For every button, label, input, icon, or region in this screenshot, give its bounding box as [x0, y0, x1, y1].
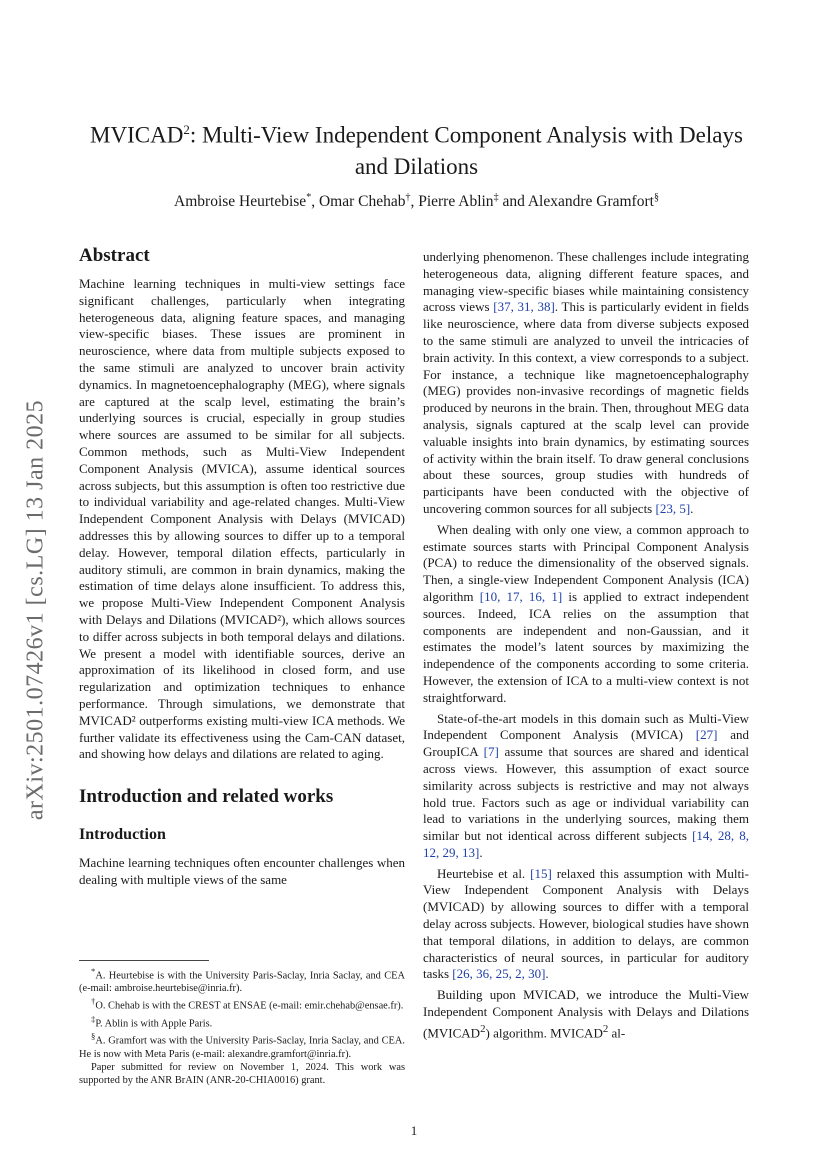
left-column — [79, 244, 405, 889]
footnote: †O. Chehab is with the CREST at ENSAE (e-mail: emir.chehab@ensae.fr). — [91, 996, 404, 1012]
citation-link[interactable]: [10, 17, 16, 1] — [479, 588, 563, 604]
author-mark: † — [405, 192, 411, 203]
author-mark: ‡ — [493, 192, 499, 203]
right-column — [423, 249, 749, 1042]
author-name: Ambroise Heurtebise — [174, 193, 307, 211]
title-rest: : Multi-View Independent Component Analysis with Delays and Dilations — [189, 122, 743, 179]
author-and: and — [498, 193, 528, 211]
abstract-heading: Abstract — [79, 245, 150, 266]
citation-link[interactable]: [14, 28, 8, 12, 29, 13] — [423, 828, 749, 860]
title-main: MVICAD — [90, 122, 184, 148]
body-paragraph: Building upon MVICAD, we introduce the Multi-View Independent Component Analysis with Delays and Dilations (MVICAD$^2$) algorithm. MVICAD$^2$ al- — [423, 987, 749, 1041]
abstract-text: Machine learning techniques in multi-view settings face significant challenges, particularly when integrating heterogeneous data, aligning feature spaces, and managing view-specific biases. These issues are prominent in neuroscience, where data from multiple subjects exposed to the same stimuli are analyzed to uncover brain activity dynamics. In magnetoencephalography (MEG), where signals are captured at the scalp level, estimating the brain’s underlying sources is crucial, especially in group studies where sources are assumed to be similar for all subjects. Common methods, such as Multi-View Independent Component Analysis (MVICA), assume identical sources across subjects, but this assumption is often too restrictive due to individual variability and age-related changes. Multi-View Independent Component Analysis with Delays (MVICAD) addresses this by allowing sources to differ up to a temporal delay. However, temporal dilation effects, particularly in auditory stimuli, are common in brain dynamics, making the estimation of time delays alone insufficient. To address this, we propose Multi-View Independent Component Analysis with Delays and Dilations (MVICAD²), which allows sources to differ across subjects in both temporal delays and dilations. We present a model with identifiable sources, derive an approximation of its likelihood in closed form, and use regularization and optimization techniques to enhance performance. Through simulations, we demonstrate that MVICAD² outperforms existing multi-view ICA methods. We further validate its effectiveness using the Cam-CAN dataset, and showing how delays and dilations are related to aging. — [79, 276, 405, 762]
citation-link[interactable]: [26, 36, 25, 2, 30] — [452, 966, 546, 982]
author-list — [80, 192, 753, 211]
section-heading: Introduction and related works — [79, 786, 334, 808]
author-sep: , — [311, 193, 319, 211]
footnote: Paper submitted for review on November 1, 2024. This work was supported by the ANR BrAIN (ANR-20-CHIA0016) grant. — [79, 1061, 405, 1086]
body-paragraph: Heurtebise et al. [15] relaxed this assumption with Multi-View Independent Component Analysis with Delays (MVICAD) by allowing sources to differ with a temporal delay across subjects. However, biological studies have shown that temporal dilations, in addition to delays, are common characteristics of neural sources, in particular for auditory tasks [26, 36, 25, 2, 30]. — [423, 865, 750, 982]
paper-title — [80, 114, 753, 182]
footnotes — [79, 960, 405, 1087]
author-mark: * — [306, 192, 312, 203]
arxiv-identifier — [21, 365, 51, 855]
footnote-rule — [79, 960, 209, 961]
body-paragraph: underlying phenomenon. These challenges include integrating heterogeneous data, aligning different feature spaces, and managing view-specific biases while maintaining consistency across views [37, 31, 38]. This is particularly evident in fields like neuroscience, where data from diverse subjects exposed to the same stimuli are analyzed to unveil the intricacies of brain activity. In this context, a view corresponds to a subject. For instance, a technique like magnetoencephalography (MEG) provides non-invasive recordings of magnetic fields produced by neurons in the brain. Then, throughout MEG data analysis, signals captured at the scalp level can provide valuable insights into brain dynamics, by estimating sources of activity within the brain itself. To draw general conclusions about these sources, group studies with hundreds of participants have been conducted with the objective of uncovering common sources for all subjects [23, 5]. — [423, 249, 749, 516]
citation-link[interactable]: [37, 31, 38] — [493, 299, 555, 315]
citation-link[interactable]: [7] — [483, 744, 499, 760]
citation-link[interactable]: [27] — [695, 727, 718, 743]
footnote: *A. Heurtebise is with the University Paris-Saclay, Inria Saclay, and CEA (e-mail: ambroise.heurtebise@inria.fr). — [79, 966, 405, 995]
footnote: §A. Gramfort was with the University Paris-Saclay, Inria Saclay, and CEA. He is now with Meta Paris (e-mail: alexandre.gramfort@inria.fr). — [79, 1031, 405, 1060]
body-paragraph: State-of-the-art models in this domain such as Multi-View Independent Component Analysis (MVICA) [27] and GroupICA [7] assume that sources are shared and identical across views. However, this assumption of exact source similarity across subjects is restrictive and may not always hold true. Factors such as age or individual variability can lead to variations in the underlying sources, making them similar but not identical across different subjects [14, 28, 8, 12, 29, 13]. — [423, 710, 749, 860]
title-superscript: 2 — [183, 122, 190, 137]
author-name: Pierre Ablin — [418, 193, 494, 211]
author-name: Alexandre Gramfort — [527, 193, 654, 211]
author-sep: , — [410, 193, 419, 211]
author-mark: § — [653, 192, 659, 203]
citation-link[interactable]: [15] — [530, 865, 552, 881]
intro-paragraph: Machine learning techniques often encounter challenges when dealing with multiple views of the same — [79, 855, 405, 887]
body-paragraph: When dealing with only one view, a common approach to estimate sources starts with Principal Component Analysis (PCA) to reduce the dimensionality of the observed signals. Then, a single-view Independent Component Analysis (ICA) algorithm [10, 17, 16, 1] is applied to extract independent sources. Indeed, ICA relies on the assumption that components are independent and non-Gaussian, and it estimates the model’s latent sources by maximizing the independence of the components according to some criteria. However, the extension of ICA to a multi-view context is not straightforward. — [423, 521, 749, 705]
citation-link[interactable]: [23, 5] — [655, 500, 691, 516]
footnote: ‡P. Ablin is with Apple Paris. — [91, 1013, 213, 1030]
subsection-heading: Introduction — [79, 826, 166, 844]
arxiv-identifier-text: arXiv:2501.07426v1 [cs.LG] 13 Jan 2025 — [22, 399, 49, 821]
author-name: Omar Chehab — [318, 193, 406, 211]
page-number: 1 — [410, 1123, 418, 1138]
